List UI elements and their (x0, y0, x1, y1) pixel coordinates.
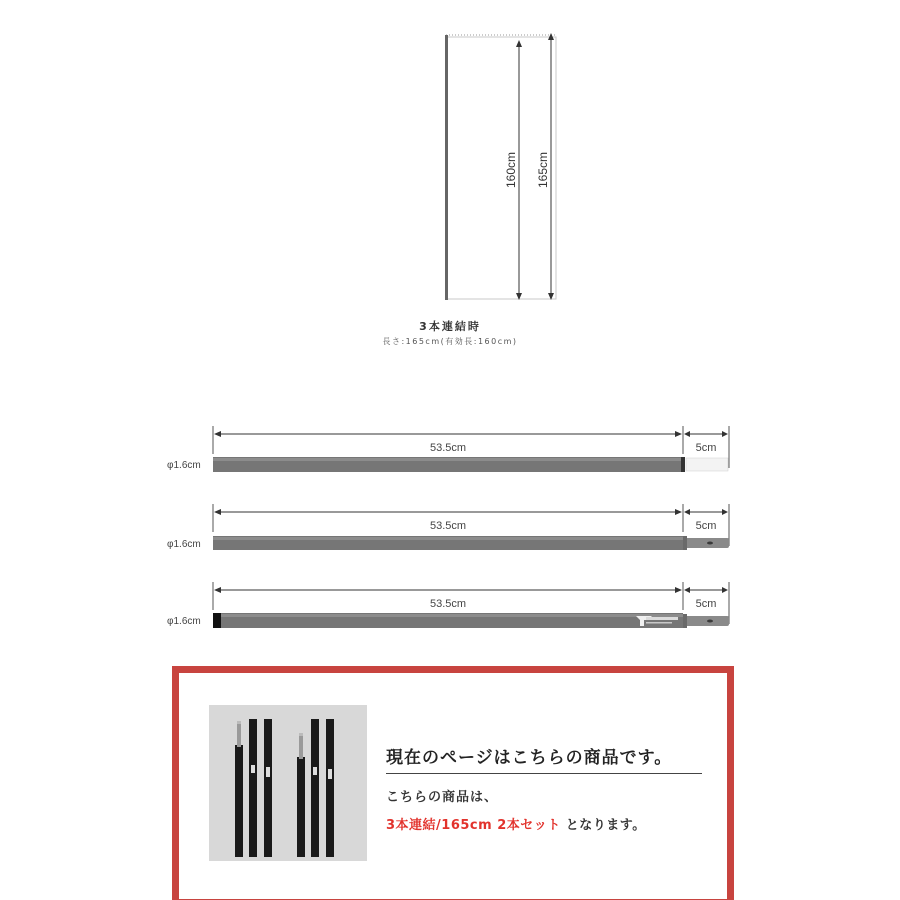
pole-length-arrowhead-right (675, 509, 682, 515)
pole-joint-pin (683, 616, 729, 626)
joint-arrowhead-left (684, 587, 690, 593)
assembled-title: 3本連結時 (419, 320, 481, 333)
pole-segment-1 (0, 424, 900, 484)
pole-tube-highlight (221, 614, 683, 617)
joint-arrowhead-right (722, 509, 728, 515)
pole-tube-highlight (213, 537, 683, 540)
pole-segment-3 (0, 580, 900, 640)
pole-joint-shoulder (683, 536, 687, 550)
product-photo-drawing (209, 705, 367, 861)
joint-arrowhead-left (684, 431, 690, 437)
pole-length-arrowhead-right (675, 587, 682, 593)
panel-divider (386, 773, 702, 774)
pole-length-arrowhead-left (214, 587, 221, 593)
panel-line1: こちらの商品は、 (386, 790, 499, 805)
panel-line2 (386, 814, 646, 833)
pole-socket-opening (686, 458, 728, 471)
assembled-pole-diagram (0, 0, 900, 310)
pole-length-label: 53.5cm (429, 442, 467, 454)
pole-length-arrowhead-left (214, 431, 221, 437)
pole-joint-hole (707, 620, 713, 623)
product-highlight: 3本連結/165cm 2本セット (386, 818, 561, 833)
joint-length-label: 5cm (695, 520, 717, 532)
joint-length-label: 5cm (695, 442, 717, 454)
pole-end-cap (213, 613, 221, 628)
pole-joint-pin (683, 538, 729, 548)
pole-socket-end (681, 457, 685, 472)
effective-length-label: 160cm (504, 151, 518, 189)
effective-length-arrowhead-top (516, 40, 522, 47)
pole-set-2 (297, 719, 334, 857)
pole-length-label: 53.5cm (429, 520, 467, 532)
pole-diameter-label: φ1.6cm (167, 539, 201, 550)
assembled-pole-bar (445, 35, 448, 300)
pole-length-label: 53.5cm (429, 598, 467, 610)
joint-length-label: 5cm (695, 598, 717, 610)
total-length-label: 165cm (536, 151, 550, 189)
joint-arrowhead-left (684, 509, 690, 515)
pole-length-arrowhead-left (214, 509, 221, 515)
pole-diameter-label: φ1.6cm (167, 616, 201, 627)
pole-tube-highlight (213, 458, 683, 461)
product-photo (209, 705, 367, 861)
pole-joint-shoulder (683, 614, 687, 628)
pole-set-1 (235, 719, 272, 857)
panel-line2-suffix: となります。 (565, 818, 646, 833)
joint-arrowhead-right (722, 431, 728, 437)
pole-diameter-label: φ1.6cm (167, 460, 201, 471)
product-notice-panel (172, 666, 734, 900)
joint-arrowhead-right (722, 587, 728, 593)
pole-length-arrowhead-right (675, 431, 682, 437)
pole-segment-2 (0, 502, 900, 562)
assembled-subtitle: 長さ:165cm(有効長:160cm) (382, 337, 518, 346)
pole-joint-hole (707, 542, 713, 545)
panel-heading: 現在のページはこちらの商品です。 (386, 748, 673, 768)
